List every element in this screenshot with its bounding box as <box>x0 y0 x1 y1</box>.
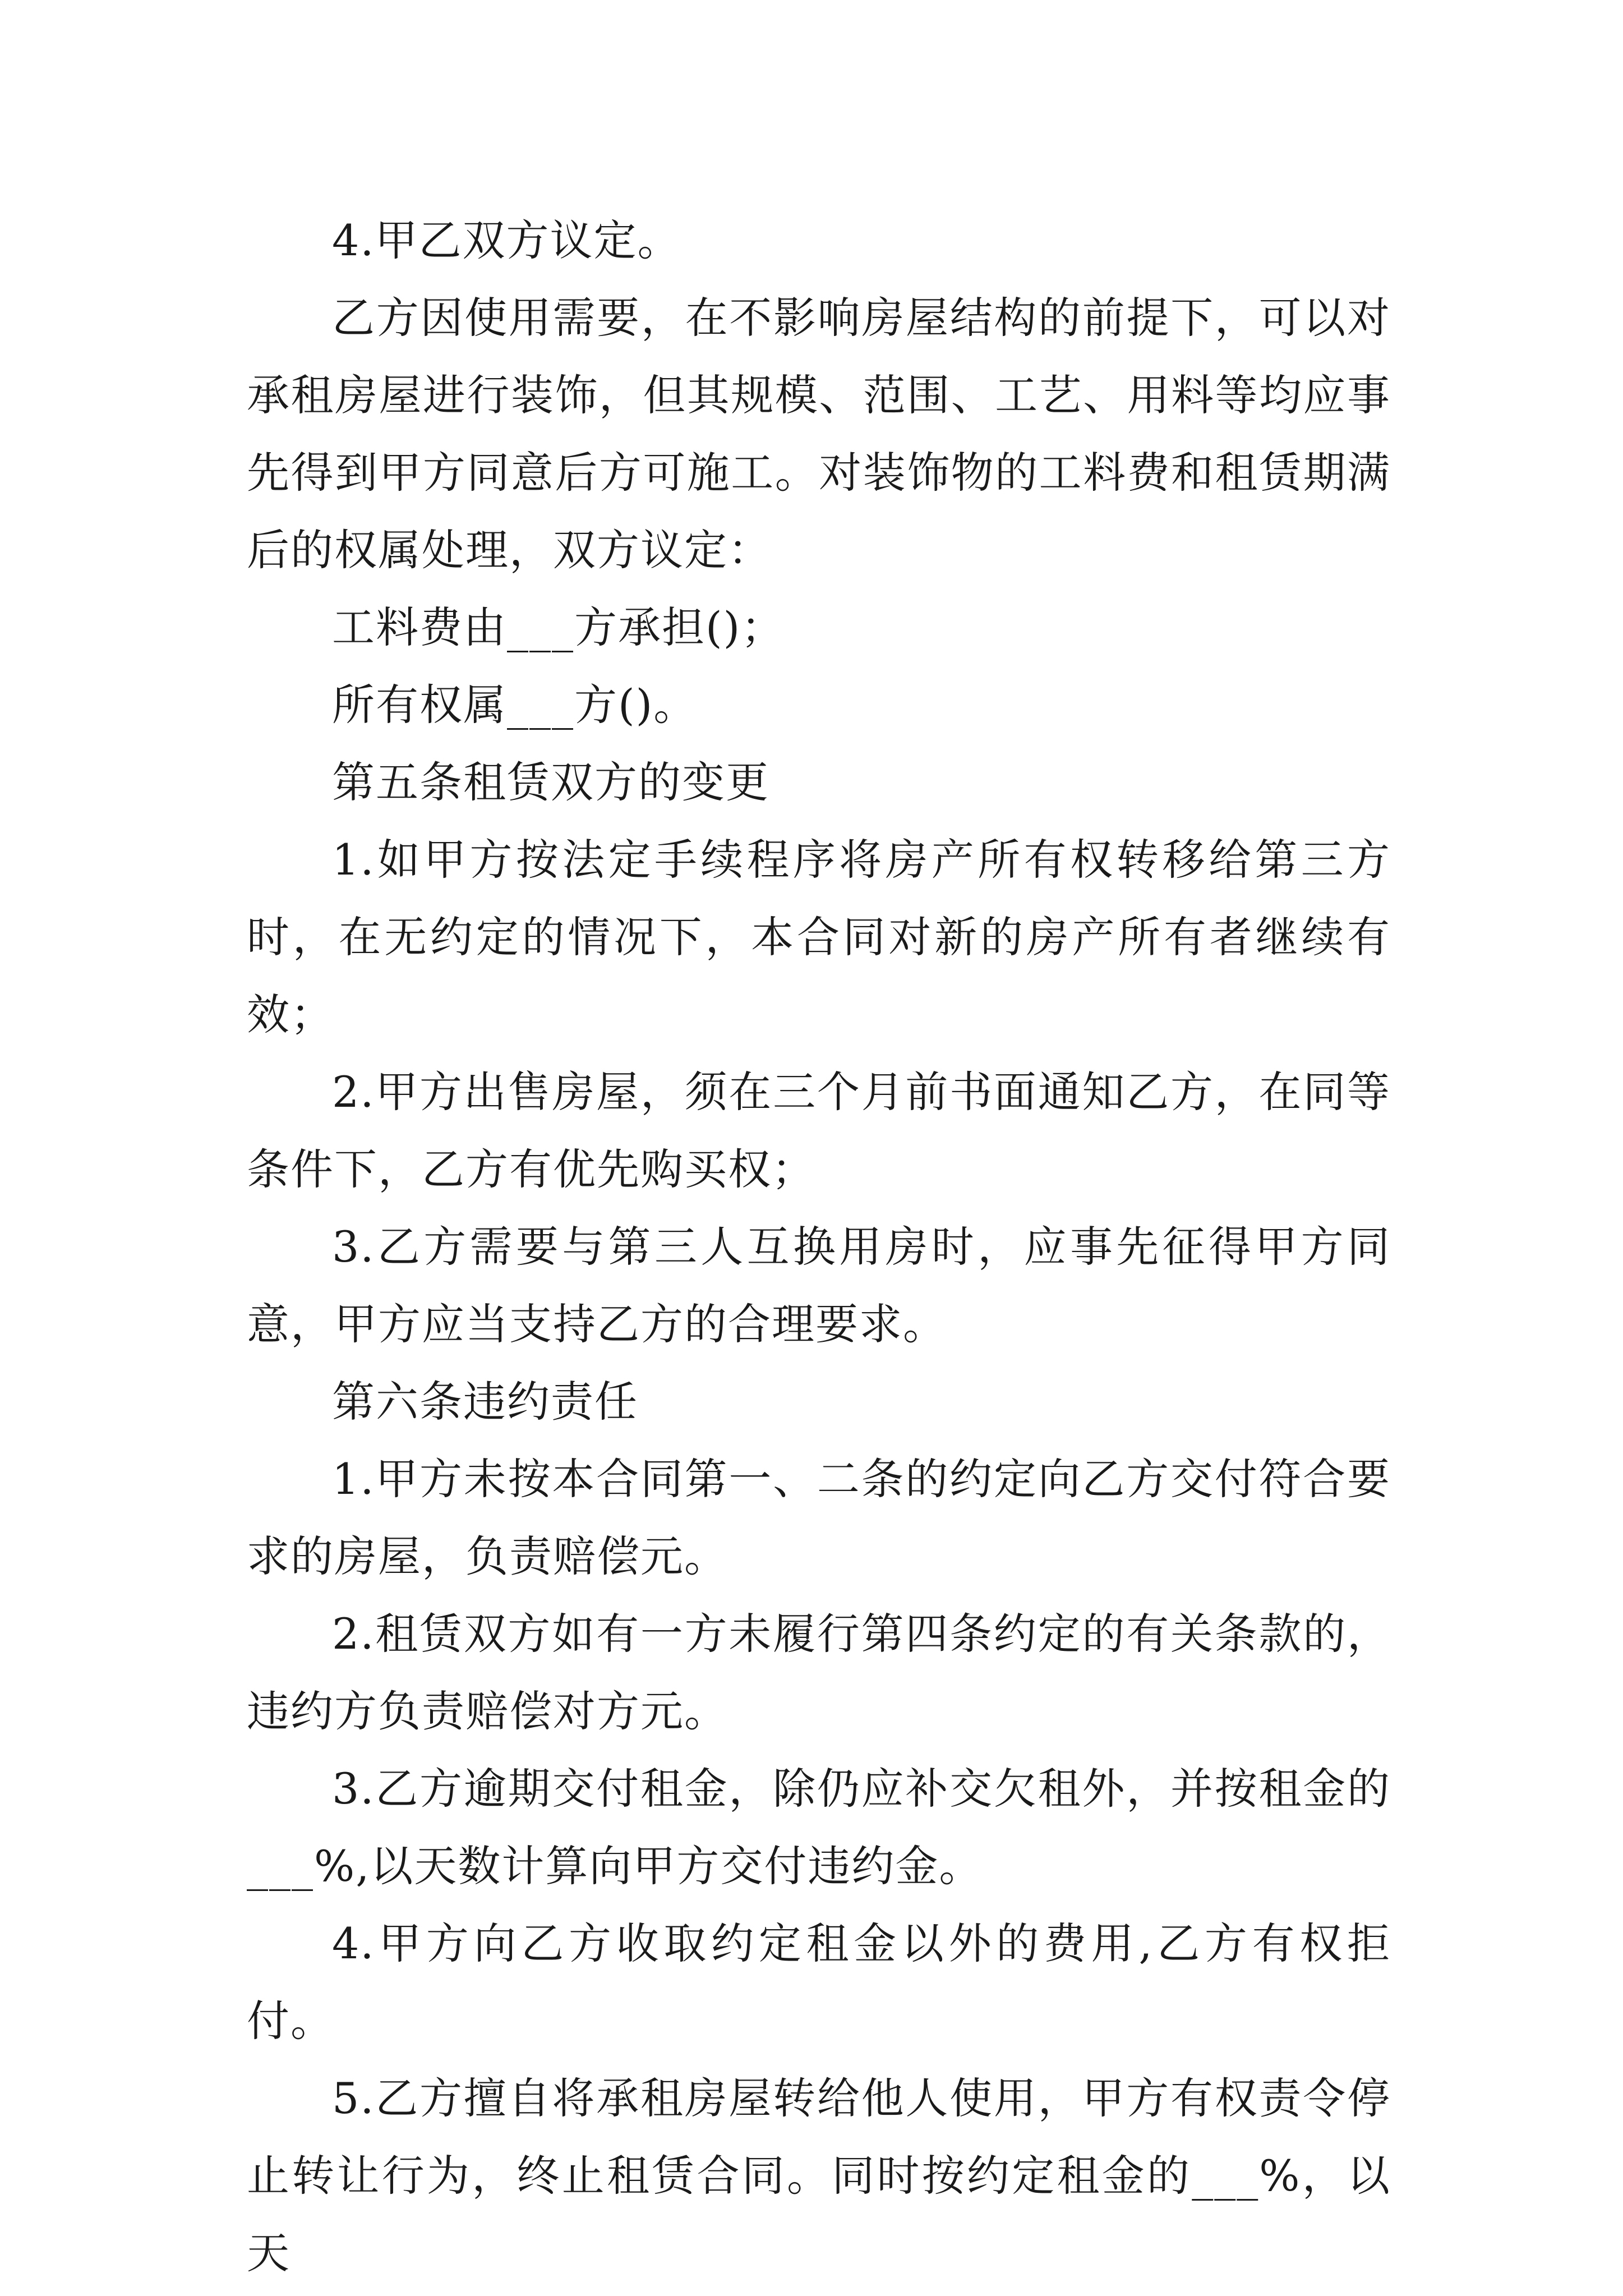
paragraph-liability-1: 1.甲方未按本合同第一、二条的约定向乙方交付符合要求的房屋，负责赔偿元。 <box>247 1454 1391 1581</box>
paragraph-change-2: 2.甲方出售房屋，须在三个月前书面通知乙方，在同等条件下，乙方有优先购买权； <box>247 1067 1391 1194</box>
paragraph-ownership: 所有权属___方()。 <box>332 680 698 730</box>
paragraph-change-1: 1.如甲方按法定手续程序将房产所有权转移给第三方时，在无约定的情况下，本合同对新的房产所有者继续有效； <box>247 835 1391 1039</box>
paragraph-liability-4: 4.甲方向乙方收取约定租金以外的费用,乙方有权拒付。 <box>247 1918 1391 2046</box>
paragraph-liability-3: 3.乙方逾期交付租金，除仍应补交欠租外，并按租金的___%,以天数计算向甲方交付违约金。 <box>247 1764 1391 1891</box>
paragraph-change-3: 3.乙方需要与第三人互换用房时，应事先征得甲方同意，甲方应当支持乙方的合理要求。 <box>247 1222 1391 1349</box>
section-heading-5: 第五条租赁双方的变更 <box>332 757 769 807</box>
contract-text <box>247 202 1391 2292</box>
section-heading-6: 第六条违约责任 <box>332 1377 638 1427</box>
paragraph-material-cost: 工料费由___方承担()； <box>332 602 785 652</box>
paragraph-item-4: 4.甲乙双方议定。 <box>332 215 681 265</box>
paragraph-liability-5: 5.乙方擅自将承租房屋转给他人使用，甲方有权责令停止转让行为，终止租赁合同。同时按约定租金的___%，以天 <box>247 2073 1391 2278</box>
paragraph-liability-2: 2.租赁双方如有一方未履行第四条约定的有关条款的，违约方负责赔偿对方元。 <box>247 1609 1391 1736</box>
paragraph-decoration-terms: 乙方因使用需要，在不影响房屋结构的前提下，可以对承租房屋进行装饰，但其规模、范围、工艺、用料等均应事先得到甲方同意后方可施工。对装饰物的工料费和租赁期满后的权属处理，双方议定： <box>247 293 1391 575</box>
